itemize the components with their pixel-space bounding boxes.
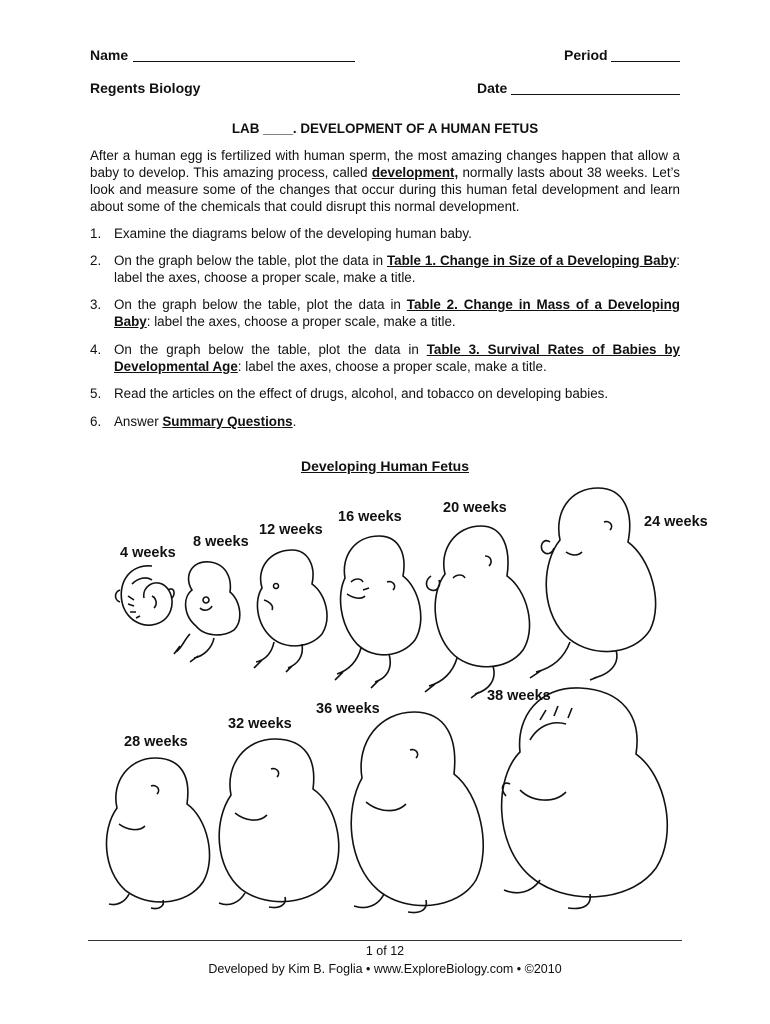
stage-label-8-weeks: 8 weeks [193,534,249,550]
intro-text-2: normally lasts about 38 weeks. Let’s look and measure some of the changes that occur during this human fetal development and learn about some of the chemicals that could disrupt this normal development. [90,165,680,214]
footer-divider [88,940,682,941]
stage-label-32-weeks: 32 weeks [228,716,292,732]
footer-credit: Developed by Kim B. Foglia • www.ExploreBiology.com • ©2010 [208,962,562,976]
stage-label-12-weeks: 12 weeks [259,522,323,538]
step-number: 1. [90,226,102,241]
fetus-36-weeks-illustration [340,706,490,920]
step-5 [90,385,680,402]
fetus-20-weeks-illustration [415,520,535,700]
table-3-ref: Table 3. Survival Rates of Babies by Developmental Age [114,342,680,374]
intro-text-1: After a human egg is fertilized with human sperm, the most amazing changes happen that allow a baby to develop. This amazing process, called [90,148,680,180]
fetus-32-weeks-illustration [205,733,345,913]
step-number: 3. [90,297,102,312]
figure-title: Developing Human Fetus [300,458,470,474]
lab-title: LAB ____. DEVELOPMENT OF A HUMAN FETUS [231,121,539,136]
date-blank [511,94,680,95]
stage-label-36-weeks: 36 weeks [316,701,380,717]
date-label: Date [477,80,508,96]
step-4 [90,341,680,375]
step-3 [90,296,680,330]
step-text: Examine the diagrams below of the developing human baby. [114,226,472,241]
course-label: Regents Biology [90,80,201,96]
fetus-24-weeks-illustration [520,482,660,682]
stage-label-20-weeks: 20 weeks [443,500,507,516]
table-2-ref: Table 2. Change in Mass of a Developing Baby [114,297,680,329]
summary-questions-ref: Summary Questions [162,414,293,429]
step-2 [90,252,680,286]
step-text: Read the articles on the effect of drugs, alcohol, and tobacco on developing babies. [114,386,609,401]
stage-label-28-weeks: 28 weeks [124,734,188,750]
step-text: Answer Summary Questions. [114,414,297,429]
name-blank [133,61,355,62]
fetus-16-weeks-illustration [327,530,427,690]
step-text: On the graph below the table, plot the data in Table 2. Change in Mass of a Developing Baby: label the axes, choose a proper scale, make a title. [114,297,680,329]
fetus-38-weeks-illustration [480,680,680,920]
step-number: 4. [90,342,102,357]
intro-keyword: development, [371,165,459,180]
step-number: 2. [90,253,102,268]
stage-label-4-weeks: 4 weeks [120,545,176,561]
step-1 [90,225,680,242]
step-text: On the graph below the table, plot the data in Table 3. Survival Rates of Babies by Developmental Age: label the axes, choose a proper scale, make a title. [114,342,680,374]
name-label: Name [90,47,129,63]
stage-label-16-weeks: 16 weeks [338,509,402,525]
step-number: 5. [90,386,102,401]
table-1-ref: Table 1. Change in Size of a Developing Baby [386,253,677,268]
fetus-12-weeks-illustration [246,544,332,674]
intro-paragraph [90,147,680,215]
fetus-8-weeks-illustration [170,556,250,666]
step-6 [90,413,680,430]
step-text: On the graph below the table, plot the data in Table 1. Change in Size of a Developing Baby: label the axes, choose a proper scale, make a title. [114,253,680,285]
step-number: 6. [90,414,102,429]
period-label: Period [564,47,608,63]
fetus-28-weeks-illustration [95,752,215,912]
period-blank [611,61,680,62]
stage-label-38-weeks: 38 weeks [487,688,551,704]
stage-label-24-weeks: 24 weeks [644,514,708,530]
page-number: 1 of 12 [365,944,405,958]
